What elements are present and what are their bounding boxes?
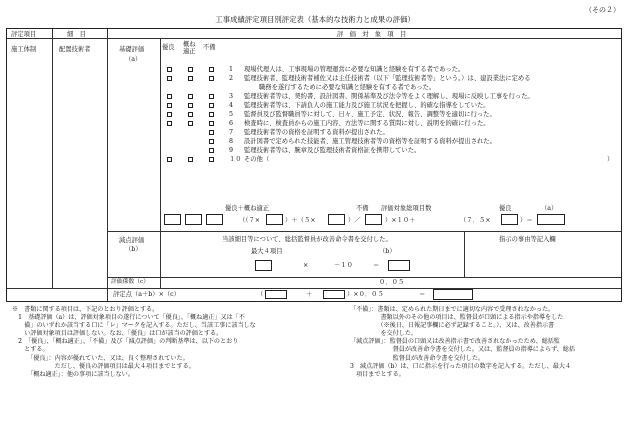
deduct-max: 最大４項目 (251, 248, 283, 255)
header-target: 評 価 対 象 項 目 (337, 31, 407, 38)
criteria-number: 5 (229, 111, 234, 118)
criteria-text: 検査時に、検査員からの施工内容、方法等に関する質問に対し、説明を的確に行った。 (244, 120, 490, 127)
check-appropriate[interactable] (188, 94, 193, 99)
note-line: 「概ね適正」：他の事項に該当しない。 (12, 370, 134, 378)
criteria-text: 設計図書で定められた技能者、施工管理技術者等の資格等を証明する資料が提出された。 (244, 138, 496, 145)
deduct-eq: ＝ (373, 262, 380, 269)
criteria-number: 1 (229, 66, 234, 73)
check-excellent[interactable] (167, 94, 172, 99)
total-plus: ＋ (306, 291, 313, 298)
deduct-minus: －１０ (334, 262, 353, 269)
notes-right (350, 306, 575, 379)
formula-top-right: 優良 (499, 205, 512, 212)
check-excellent[interactable] (167, 112, 172, 117)
note-line: ただし、優良の評価項目は最大４項目までとする。 (12, 362, 195, 370)
count-appropriate-box[interactable] (185, 214, 202, 225)
check-excellent[interactable] (167, 76, 172, 81)
formula-top-a: （a） (541, 205, 558, 212)
formula-box-3[interactable] (365, 214, 382, 225)
check-deficient[interactable] (209, 112, 214, 117)
total-label: 評定点（a＋b）×（c） (113, 291, 180, 298)
formula-p2: ）＋（５× (285, 217, 316, 224)
reason-head: 指示の事由等記入欄 (499, 236, 556, 243)
deduct-text: 当該細目等について、総括監督員が改善命令書を交付した。 (222, 236, 392, 243)
formula-p4: ）×１０＋ (385, 217, 416, 224)
head-appropriate: 概ね適正 (183, 41, 196, 55)
criteria-text: 監督員及び監督職員等に対して、日々、施工予定、状況、報告、調整等を適切に行った。 (244, 111, 496, 118)
base-score-box[interactable] (537, 214, 565, 225)
check-deficient[interactable] (209, 130, 214, 135)
check-deficient[interactable] (209, 94, 214, 99)
head-excellent: 優良 (162, 44, 175, 51)
check-appropriate[interactable] (188, 157, 193, 162)
total-score-box[interactable] (433, 289, 473, 300)
check-appropriate[interactable] (188, 121, 193, 126)
criteria-number: 4 (229, 102, 234, 109)
formula-p5: （７．５× (460, 217, 491, 224)
formula-box-2[interactable] (328, 214, 345, 225)
formula-top-left: 優良＋概ね適正 (225, 205, 270, 212)
page-number: （その２） (585, 6, 620, 14)
document-title: 工事成績評定項目別評定表（基本的な技術力と成果の評価） (215, 15, 415, 24)
check-deficient[interactable] (209, 103, 214, 108)
coef-value: ０．０５ (379, 279, 405, 286)
formula-p6: ）＝ (520, 217, 533, 224)
check-excellent[interactable] (167, 121, 172, 126)
head-deficient: 不備 (203, 44, 216, 51)
deduct-label: 減点評価 (119, 237, 145, 244)
total-box-a[interactable] (265, 290, 287, 299)
total-box-b[interactable] (323, 290, 345, 299)
total-p1: （ (257, 291, 264, 298)
criteria-number: 6 (229, 120, 234, 127)
base-eval-sub: （a） (125, 56, 142, 63)
header-divider (7, 38, 621, 39)
base-deduct-divider (107, 231, 621, 232)
check-excellent[interactable] (167, 103, 172, 108)
formula-p1: （（７× (239, 217, 261, 224)
criteria-text: 現場代理人は、工事現場の管理運営に必要な知識と経験を有する者であった。 (244, 66, 465, 73)
header-item: 評定項目 (11, 31, 37, 38)
note-line: 督員が改善命令書を交付した。又は、監督員の指導によらず、総括 (350, 346, 575, 354)
formula-box-1[interactable] (266, 214, 283, 225)
note-line: い評価対象項目は評価しない。なお、「優良」は口が該当の評価とする。 (12, 330, 223, 338)
check-deficient[interactable] (209, 121, 214, 126)
check-excellent[interactable] (167, 67, 172, 72)
check-excellent[interactable] (167, 157, 172, 162)
criteria-text: 監理技術者等は、腕章及び監理技術者資格証を携帯していた。 (244, 147, 421, 154)
count-excellent-box[interactable] (164, 214, 181, 225)
deduct-sub: （b） (125, 246, 142, 253)
coef-label: 評価係数（c） (111, 279, 150, 285)
deduct-times: × (303, 262, 309, 269)
formula-top-mid2: 評価対象総項目数 (381, 205, 432, 212)
criteria-text: 監理技術者等は、契約書、設計図書、関係基準及び法令等をよく理解し、現場に反映し工事を行った。 (244, 93, 534, 100)
criteria-number: 9 (229, 147, 234, 154)
check-deficient[interactable] (209, 139, 214, 144)
deduct-score-box[interactable] (388, 260, 410, 271)
check-appropriate[interactable] (188, 67, 193, 72)
header-subitem: 細 目 (67, 31, 86, 38)
formula-box-4[interactable] (501, 214, 518, 225)
total-eq: ＝ (419, 291, 426, 298)
reason-divider (464, 231, 465, 277)
item-name: 施工体制 (11, 46, 37, 53)
note-line: （※後日、日報記事欄に必ず記録すること。）、又は、改善指示書 (350, 322, 555, 330)
count-deficient-box[interactable] (206, 214, 223, 225)
formula-p3: ）／ (348, 217, 361, 224)
base-eval-label: 基礎評価 (119, 46, 145, 53)
check-deficient[interactable] (209, 157, 214, 162)
check-deficient[interactable] (209, 148, 214, 153)
note-line: を交付した。 (350, 330, 418, 338)
criteria-text: 監理技術者、監理技術者補佐又は主任技術者（以下「監理技術者等」という。）は、建設業法に定める (244, 75, 531, 82)
criteria-number: 8 (229, 138, 234, 145)
col-divider-3 (160, 38, 161, 288)
criteria-number: 2 (229, 75, 234, 82)
check-appropriate[interactable] (188, 76, 193, 81)
note-line: 「減点評価」：監督員の口頭又は改善指示書で改善されなかったため、総括監 (350, 338, 560, 346)
criteria-text: 監理技術者等の資格を証明する資料が提出された。 (244, 129, 389, 136)
criteria-text-cont: 職務を遂行するために必要な知識と経験を有する者であった。 (259, 84, 436, 91)
deduct-count-box[interactable] (255, 260, 272, 271)
criteria-text: 監理技術者等は、下請負人の施工能力及び施工状況を把握し、的確な指導をしていた。 (244, 102, 490, 109)
criteria-text: その他（ (244, 156, 270, 163)
check-appropriate[interactable] (188, 103, 193, 108)
note-line: 書類以外のその他の項目は、監督員が口頭による指示や指導をした (350, 314, 564, 322)
subitem-name: 配置技術者 (59, 46, 91, 53)
criteria-number: 3 (229, 93, 234, 100)
note-line: 監督員が改善命令書を交付した。 (350, 354, 485, 362)
check-deficient[interactable] (209, 76, 214, 81)
note-line: 備」のいずれか該当する口に「レ」マークを記入する。ただし、当該工事に該当しな (12, 322, 256, 330)
deduct-b: （b） (379, 248, 396, 255)
criteria-number: 7 (229, 129, 234, 136)
note-line: 1 基礎評価（a）は、評価対象項目の遂行について「優良」、「概ね適正」又は「不 (12, 314, 245, 322)
evaluation-table (6, 28, 622, 302)
note-line: とする。 (12, 346, 49, 354)
note-line: 2 「優良」、「概ね適正」、「不備」及び「減点評価」の判断基準は、以下のとおり (12, 338, 239, 346)
criteria-number: １０ (229, 156, 242, 163)
criteria-close: ） (607, 156, 614, 163)
formula-top-mid1: 不備 (356, 205, 369, 212)
col-divider-2 (107, 29, 108, 301)
coef-total-divider (7, 288, 621, 289)
check-deficient[interactable] (209, 67, 214, 72)
deduct-coef-divider (107, 277, 621, 278)
note-line: 項目までとする。 (350, 370, 405, 378)
notes-left (12, 306, 256, 379)
note-line: 「優良」：内容が優れていた、又は、良く整理されていた。 (12, 354, 189, 362)
total-p2: ）×０．０５ (347, 291, 384, 298)
note-line: ※ 書類に関する項目は、下記のとおり評価とする。 (12, 306, 159, 313)
note-line: 「不備」：書類は、定められた期日までに適切な内容で受理されなかった。 (350, 306, 555, 313)
check-appropriate[interactable] (188, 112, 193, 117)
col-divider-1 (52, 29, 53, 288)
note-line: 3 減点評価（b）は、口に指示を行った項目の数字を記入する。ただし、最大４ (350, 362, 572, 370)
